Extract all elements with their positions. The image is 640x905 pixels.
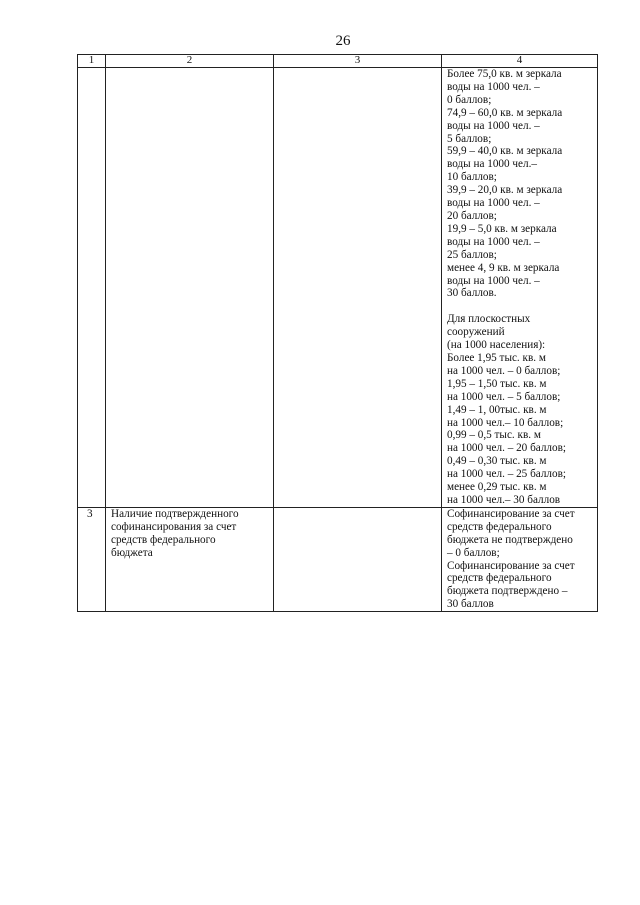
cell-scoring: [442, 507, 598, 611]
criteria-table: [77, 54, 598, 612]
cell-number: 3: [78, 507, 106, 611]
column-number-3: 3: [274, 55, 442, 68]
text-line: на 1000 чел.– 10 баллов;: [447, 416, 564, 429]
table-row-continuation: [78, 68, 598, 508]
text-line: воды на 1000 чел. –: [447, 274, 540, 287]
text-line: воды на 1000 чел. –: [447, 235, 540, 248]
text-line: – 0 баллов;: [447, 546, 500, 559]
text-line: 59,9 – 40,0 кв. м зеркала: [447, 145, 563, 158]
column-number-1: 1: [78, 55, 106, 68]
cell-column-3: [274, 68, 442, 508]
text-line: Для плоскостных: [447, 313, 531, 326]
cell-criterion: [106, 507, 274, 611]
text-line: на 1000 чел. – 5 баллов;: [447, 390, 561, 403]
cell-scoring: [442, 68, 598, 508]
text-line: на 1000 чел. – 20 баллов;: [447, 442, 566, 455]
text-line: Более 1,95 тыс. кв. м: [447, 352, 546, 365]
text-line: Софинансирование за счет: [447, 559, 575, 572]
text-line: воды на 1000 чел. –: [447, 80, 540, 93]
cell-number: [78, 68, 106, 508]
blank-line: [447, 300, 597, 313]
text-line: средств федерального: [447, 572, 552, 585]
text-line: 19,9 – 5,0 кв. м зеркала: [447, 222, 557, 235]
text-line: Наличие подтвержденного: [111, 507, 239, 520]
text-line: менее 0,29 тыс. кв. м: [447, 481, 547, 494]
text-line: 0,49 – 0,30 тыс. кв. м: [447, 455, 547, 468]
text-line: бюджета не подтверждено: [447, 533, 573, 546]
text-line: средств федерального: [111, 533, 216, 546]
text-line: воды на 1000 чел.–: [447, 158, 537, 171]
text-line: Более 75,0 кв. м зеркала: [447, 68, 562, 80]
text-line: на 1000 чел.– 30 баллов: [447, 494, 561, 506]
cell-column-3: [274, 507, 442, 611]
text-line: бюджета: [111, 546, 153, 559]
text-line: софинансирования за счет: [111, 520, 237, 533]
cell-criterion: [106, 68, 274, 508]
text-line: на 1000 чел. – 25 баллов;: [447, 468, 566, 481]
page-number: 26: [335, 33, 351, 49]
text-line: 0,99 – 0,5 тыс. кв. м: [447, 429, 541, 442]
text-line: 39,9 – 20,0 кв. м зеркала: [447, 184, 563, 197]
text-line: бюджета подтверждено –: [447, 585, 568, 598]
text-line: воды на 1000 чел. –: [447, 197, 540, 210]
text-line: воды на 1000 чел. –: [447, 119, 540, 132]
text-line: менее 4, 9 кв. м зеркала: [447, 261, 560, 274]
text-line: 1,95 – 1,50 тыс. кв. м: [447, 377, 547, 390]
text-line: 30 баллов: [447, 598, 494, 611]
text-line: 10 баллов;: [447, 171, 497, 184]
text-line: 5 баллов;: [447, 132, 492, 145]
column-number-2: 2: [106, 55, 274, 68]
text-line: средств федерального: [447, 520, 552, 533]
column-number-row: [78, 55, 598, 68]
column-number-4: 4: [442, 55, 598, 68]
text-line: 74,9 – 60,0 кв. м зеркала: [447, 106, 563, 119]
text-line: 20 баллов;: [447, 209, 497, 222]
text-line: 30 баллов.: [447, 287, 497, 300]
text-line: 25 баллов;: [447, 248, 497, 261]
table-row-3: [78, 507, 598, 611]
text-line: на 1000 чел. – 0 баллов;: [447, 364, 561, 377]
text-line: 0 баллов;: [447, 93, 492, 106]
text-line: Софинансирование за счет: [447, 507, 575, 520]
text-line: сооружений: [447, 326, 505, 339]
text-line: 1,49 – 1, 00тыс. кв. м: [447, 403, 547, 416]
text-line: (на 1000 населения):: [447, 339, 546, 352]
